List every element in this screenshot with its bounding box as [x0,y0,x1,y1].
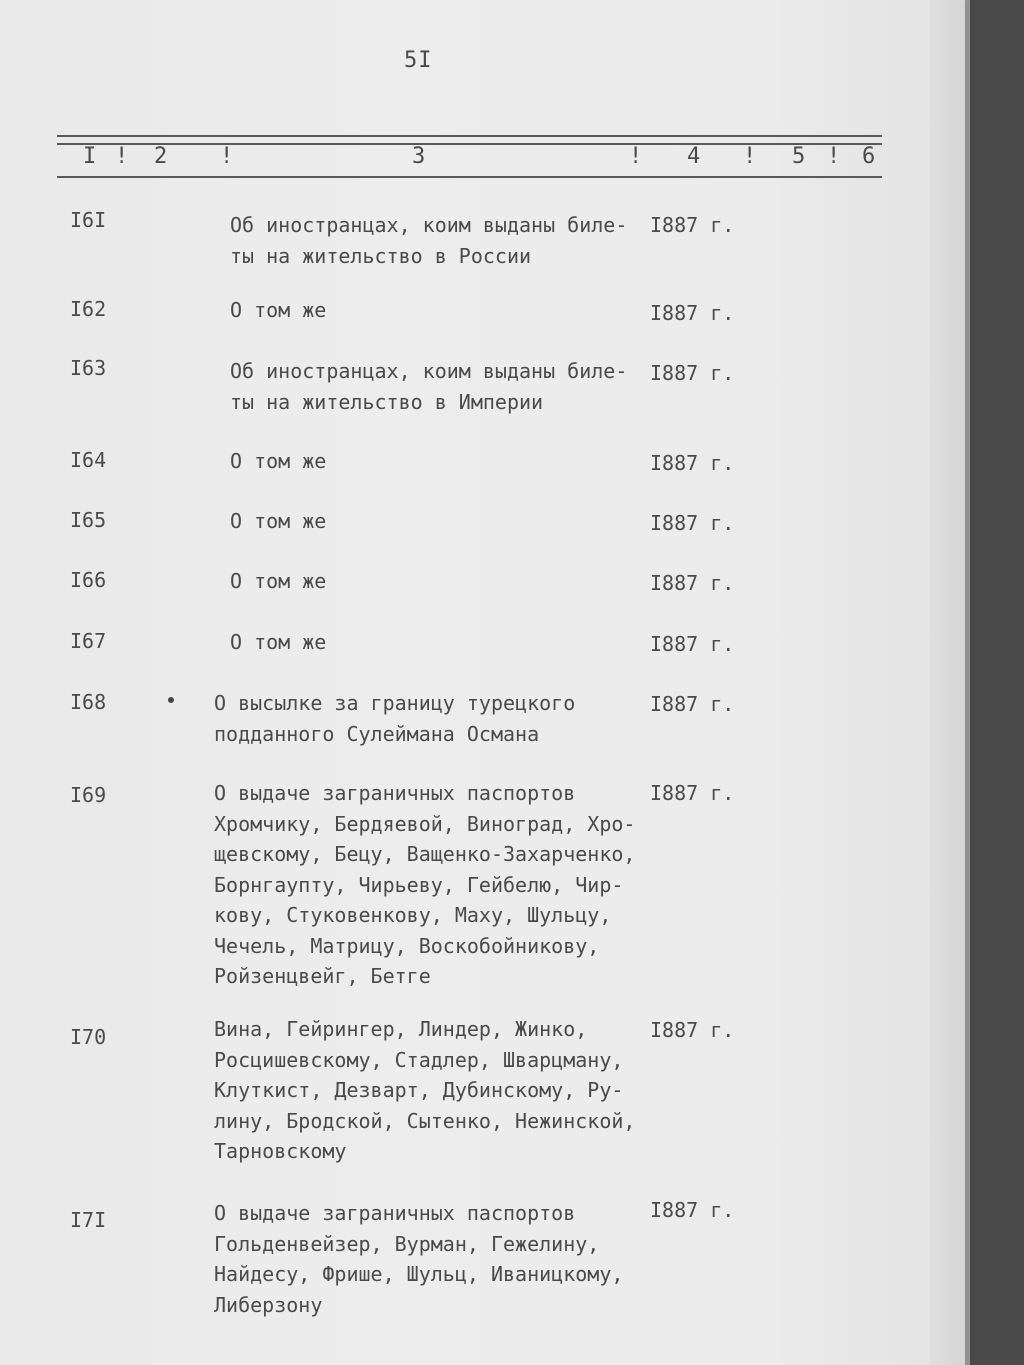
entry-title: О том же [230,449,327,473]
entry-year: I887 г. [650,632,735,656]
entry-year: I887 г. [650,781,735,805]
ink-dot [168,697,174,703]
column-header-1: I [83,144,97,169]
entry-year: I887 г. [650,692,735,716]
entry-number: I6I [70,208,107,232]
entry-title: О высылке за границу турецкого подданного Сулеймана Османа [214,691,576,746]
entry-number: I7I [70,1208,107,1232]
entry-year: I887 г. [650,1198,735,1222]
entry-year: I887 г. [650,451,735,475]
entry-title: Вина, Гейрингер, Линдер, Жинко, Росцишевскому, Стадлер, Шварцману, Клуткист, Дезварт, Дубинскому, Ру- лину, Бродской, Сытенко, Нежинской, Тарновскому [214,1017,636,1163]
column-header-sep: ! [827,144,841,169]
entry-title: О том же [230,509,327,533]
entry-number: I62 [70,297,107,321]
column-header-sep: ! [220,144,234,169]
entry-title: О том же [230,298,327,322]
column-header-2: 2 [154,144,168,169]
column-header-5: 5 [792,144,806,169]
entry-title: Об иностранцах, коим выданы биле- ты на жительство в Империи [230,359,628,414]
column-header-sep: ! [115,144,129,169]
entry-number: I69 [70,783,107,807]
column-header-3: 3 [412,144,426,169]
entry-year: I887 г. [650,571,735,595]
entry-number: I66 [70,568,107,592]
entry-number: I70 [70,1025,107,1049]
entry-title: О том же [230,569,327,593]
entry-title: Об иностранцах, коим выданы биле- ты на жительство в России [230,213,628,268]
entry-title: О выдаче заграничных паспортов Хромчику, Бердяевой, Виноград, Хро- щевскому, Бецу, Ващенко-Захарченко, Борнгаупту, Чирьеву, Гейбелю, Чир- кову, Стуковенкову, Маху, Шульцу, Чечель, Матрицу, Воскобойникову, Ройзенцвейг, Бетге [214,781,636,988]
column-header-4: 4 [687,144,701,169]
page-number: 5I [404,48,433,73]
entry-number: I68 [70,690,107,714]
column-header-sep: ! [743,144,757,169]
column-header-6: 6 [862,144,876,169]
entry-number: I64 [70,448,107,472]
entry-number: I63 [70,356,107,380]
entry-year: I887 г. [650,361,735,385]
entry-year: I887 г. [650,213,735,237]
entry-title: О выдаче заграничных паспортов Гольденвейзер, Вурман, Гежелину, Найдесу, Фрише, Шульц, Иваницкому, Либерзону [214,1201,624,1317]
entry-year: I887 г. [650,511,735,535]
entry-title: О том же [230,630,327,654]
entry-year: I887 г. [650,1018,735,1042]
entry-number: I67 [70,629,107,653]
entry-year: I887 г. [650,301,735,325]
column-header-sep: ! [629,144,643,169]
entry-number: I65 [70,508,107,532]
